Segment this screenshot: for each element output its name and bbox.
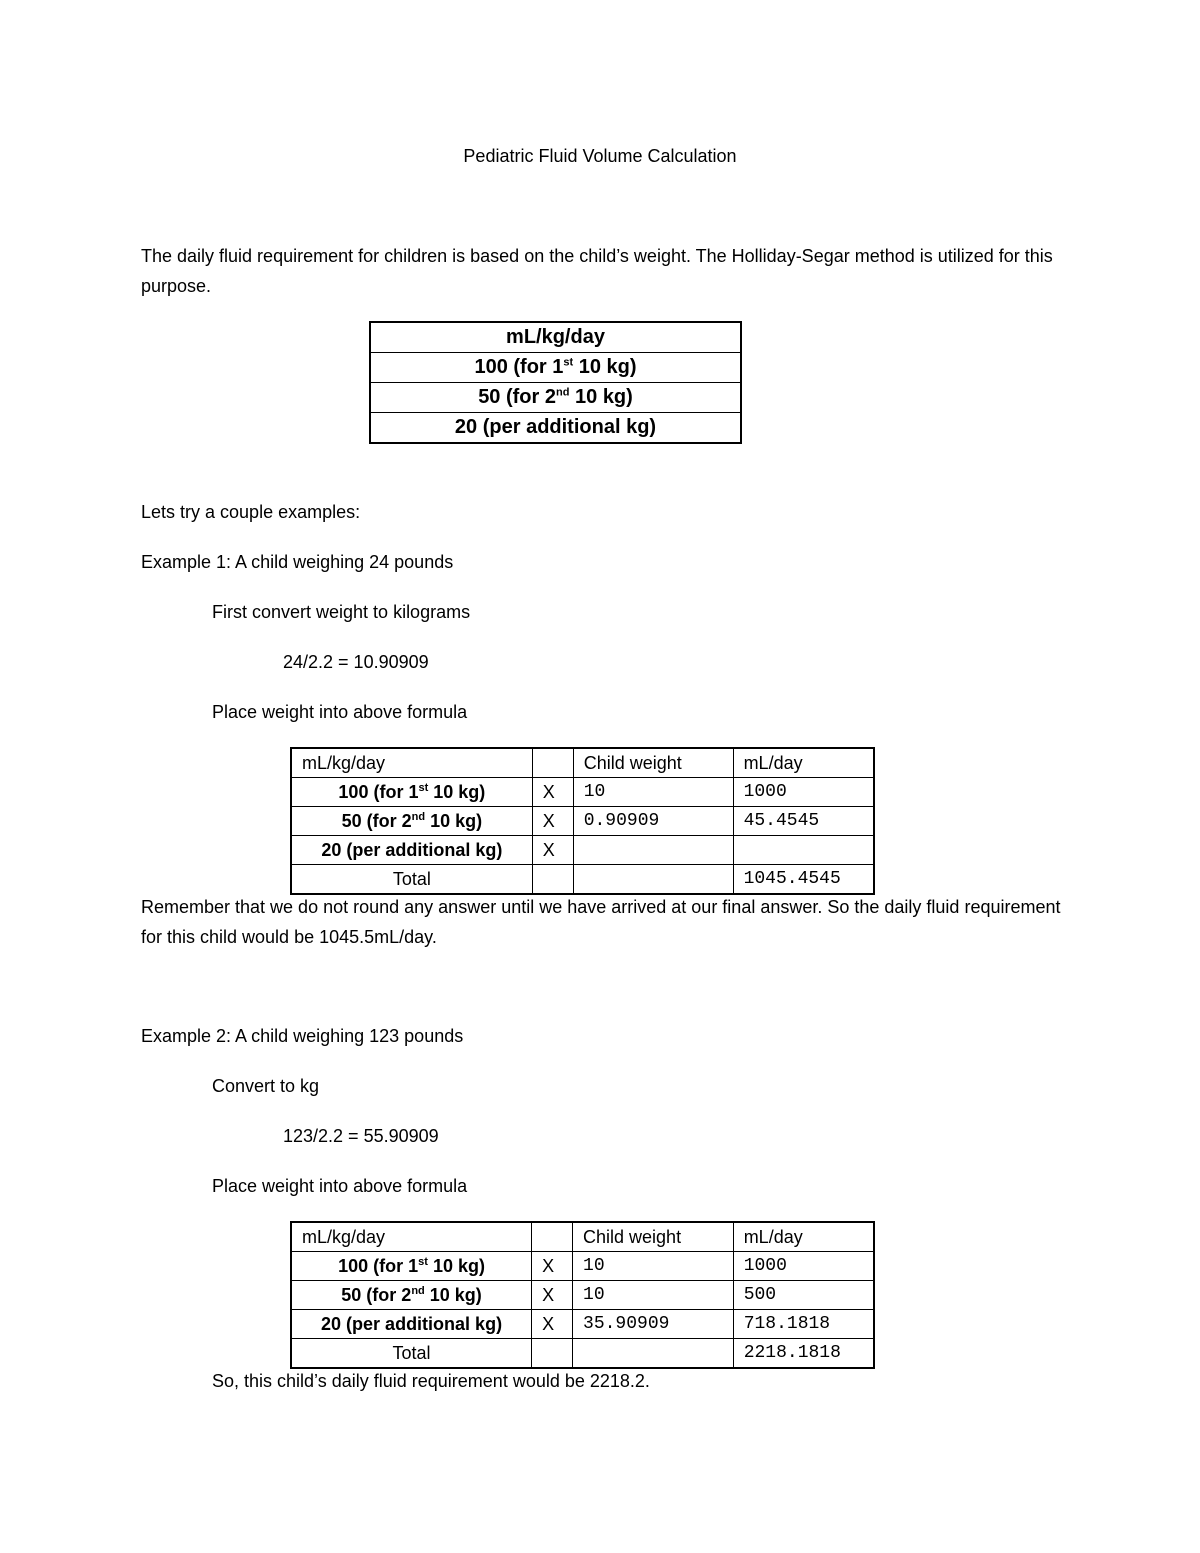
multiply-sign: X [532,778,573,807]
rate-label: 100 (for 1st 10 kg) [291,1252,532,1281]
example2-heading: Example 2: A child weighing 123 pounds [141,1026,464,1046]
rate-label: 50 (for 2nd 10 kg) [291,807,532,836]
page-title: Pediatric Fluid Volume Calculation [463,146,737,166]
child-weight-value: 10 [573,1252,734,1281]
rate-row-additional: 20 (per additional kg) [370,413,741,444]
table-row [291,807,874,836]
intro-paragraph: The daily fluid requirement for children is based on the child’s weight. The Holliday-Segar method is utilized for this purpose. [141,246,1053,296]
rate-label: 100 (for 1st 10 kg) [291,778,532,807]
total-label: Total [291,865,532,895]
header-ml-day: mL/day [733,1222,874,1252]
table-header-row [291,748,874,778]
rate-table [369,321,742,444]
example2-conclusion: So, this child’s daily fluid requirement would be 2218.2. [212,1371,650,1391]
child-weight-value: 10 [573,778,733,807]
rate-label: 50 (for 2nd 10 kg) [291,1281,532,1310]
header-ml-day: mL/day [733,748,874,778]
total-value: 2218.1818 [733,1339,874,1369]
table-row [291,836,874,865]
lets-try-text: Lets try a couple examples: [141,502,361,522]
example1-conclusion: Remember that we do not round any answer until we have arrived at our final answer. So the daily fluid requirement for this child would be 1045.5mL/day. [141,897,1061,947]
example1-heading: Example 1: A child weighing 24 pounds [141,552,454,572]
ml-day-value: 718.1818 [733,1310,874,1339]
ml-day-value: 500 [733,1281,874,1310]
example2-step1: Convert to kg [212,1076,320,1096]
table-row [291,1310,874,1339]
child-weight-value [573,836,733,865]
child-weight-value: 10 [573,1281,734,1310]
total-label: Total [291,1339,532,1369]
example1-step2: Place weight into above formula [212,702,468,722]
header-child-weight: Child weight [573,1222,734,1252]
rate-label: 20 (per additional kg) [291,1310,532,1339]
total-row [291,1339,874,1369]
example2-step2: Place weight into above formula [212,1176,468,1196]
multiply-sign: X [532,1252,573,1281]
rate-table-header: mL/kg/day [370,322,741,353]
empty-cell [532,865,573,895]
multiply-sign: X [532,807,573,836]
multiply-sign: X [532,1281,573,1310]
empty-cell [573,865,733,895]
header-rate: mL/kg/day [291,1222,532,1252]
header-rate: mL/kg/day [291,748,532,778]
multiply-sign: X [532,836,573,865]
header-empty [532,748,573,778]
example1-calc: 24/2.2 = 10.90909 [283,652,429,672]
multiply-sign: X [532,1310,573,1339]
rate-row-second: 50 (for 2nd 10 kg) [370,383,741,413]
child-weight-value: 0.90909 [573,807,733,836]
table-row [291,1252,874,1281]
example1-table [290,747,875,895]
header-empty [532,1222,573,1252]
rate-row-first: 100 (for 1st 10 kg) [370,353,741,383]
table-row [291,1281,874,1310]
ml-day-value: 1000 [733,778,874,807]
example1-step1: First convert weight to kilograms [212,602,471,622]
table-row [291,778,874,807]
example2-calc: 123/2.2 = 55.90909 [283,1126,439,1146]
ml-day-value [733,836,874,865]
total-value: 1045.4545 [733,865,874,895]
table-header-row [291,1222,874,1252]
ml-day-value: 45.4545 [733,807,874,836]
header-child-weight: Child weight [573,748,733,778]
rate-label: 20 (per additional kg) [291,836,532,865]
child-weight-value: 35.90909 [573,1310,734,1339]
ml-day-value: 1000 [733,1252,874,1281]
total-row [291,865,874,895]
empty-cell [573,1339,734,1369]
empty-cell [532,1339,573,1369]
example2-table [290,1221,875,1369]
